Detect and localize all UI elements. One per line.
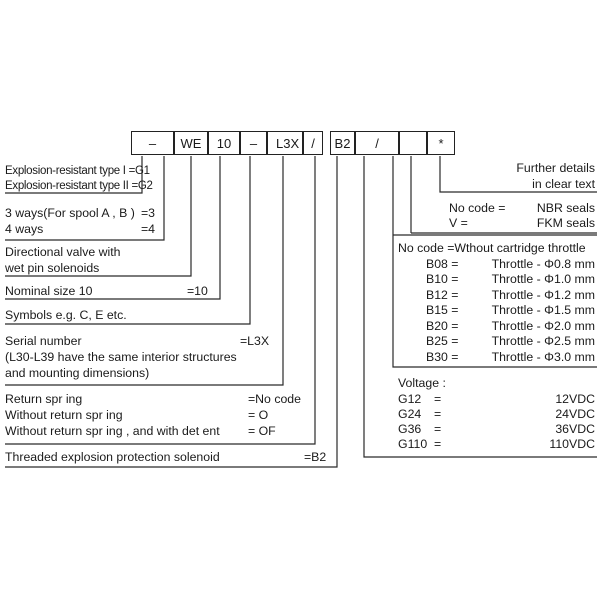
seal-desc-fkm: FKM seals [536,216,595,230]
code-box-we: WE [174,131,208,155]
explosion-type-1: Explosion-resistant type I =G1 [5,165,150,177]
threaded-solenoid-value: =B2 [304,450,327,464]
code-box-dash-1: – [131,131,174,155]
voltage-code-g24: G24 [398,407,422,421]
serial-number-note-2: and mounting dimensions) [5,366,150,380]
code-box-star: * [427,131,455,155]
directional-valve-1: Directional valve with [5,245,121,259]
voltage-value-g12: 12VDC [555,392,595,406]
throttle-desc-b12: Throttle - Φ1.2 mm [491,288,595,302]
explosion-type-2: Explosion-resistant type II =G2 [5,180,153,192]
voltage-value-g24: 24VDC [555,407,595,421]
throttle-code-b08: B08 = [426,257,459,271]
throttle-desc-b20: Throttle - Φ2.0 mm [491,319,595,333]
voltage-code-g110: G110 [398,437,428,451]
nominal-size-value: =10 [187,284,208,298]
detent-value: = OF [248,424,276,438]
throttle-header: No code =Wthout cartridge throttle [398,241,586,255]
seal-code-nbr: No code = [449,201,506,215]
symbols-label: Symbols e.g. C, E etc. [5,308,127,322]
ways-3-label: 3 ways(For spool A , B ) [5,206,135,220]
throttle-code-b25: B25 = [426,334,459,348]
voltage-code-g36: G36 [398,422,422,436]
throttle-code-b10: B10 = [426,272,459,286]
seal-code-fkm: V = [449,216,468,230]
return-spring-value: =No code [248,392,301,406]
threaded-solenoid-label: Threaded explosion protection solenoid [5,450,220,464]
voltage-eq-g36: = [434,422,442,436]
nominal-size-label: Nominal size 10 [5,284,93,298]
voltage-value-g110: 110VDC [549,437,595,451]
code-box-blank [399,131,427,155]
voltage-eq-g12: = [434,392,442,406]
throttle-code-b12: B12 = [426,288,459,302]
throttle-desc-b30: Throttle - Φ3.0 mm [491,350,595,364]
throttle-code-b30: B30 = [426,350,459,364]
return-spring-label: Return spr ing [5,392,83,406]
throttle-desc-b08: Throttle - Φ0.8 mm [491,257,595,271]
seal-desc-nbr: NBR seals [536,201,595,215]
voltage-header: Voltage : [398,376,446,390]
no-return-spring-label: Without return spr ing [5,408,123,422]
code-box-slash-2: / [355,131,399,155]
throttle-code-b20: B20 = [426,319,459,333]
voltage-eq-g110: = [434,437,442,451]
voltage-code-g12: G12 [398,392,422,406]
throttle-desc-b15: Throttle - Φ1.5 mm [491,303,595,317]
serial-number-note-1: (L30-L39 have the same interior structures [5,350,237,364]
throttle-desc-b10: Throttle - Φ1.0 mm [491,272,595,286]
detent-label: Without return spr ing , and with det ent [5,424,220,438]
code-box-size: 10 [208,131,240,155]
code-box-b2: B2 [330,131,355,155]
code-box-dash-2: – [240,131,267,155]
voltage-value-g36: 36VDC [555,422,595,436]
further-details-1: Further details [516,161,595,175]
serial-number-label: Serial number [5,334,82,348]
further-details-2: in clear text [532,177,595,191]
directional-valve-2: wet pin solenoids [5,261,100,275]
ways-4-label: 4 ways [5,222,44,236]
code-box-slash-1: / [303,131,323,155]
ways-3-value: =3 [141,206,156,220]
throttle-desc-b25: Throttle - Φ2.5 mm [491,334,595,348]
throttle-code-b15: B15 = [426,303,459,317]
no-return-spring-value: = O [248,408,269,422]
code-box-serial: L3X [267,131,303,155]
voltage-eq-g24: = [434,407,442,421]
ways-4-value: =4 [141,222,156,236]
serial-number-value: =L3X [240,334,270,348]
